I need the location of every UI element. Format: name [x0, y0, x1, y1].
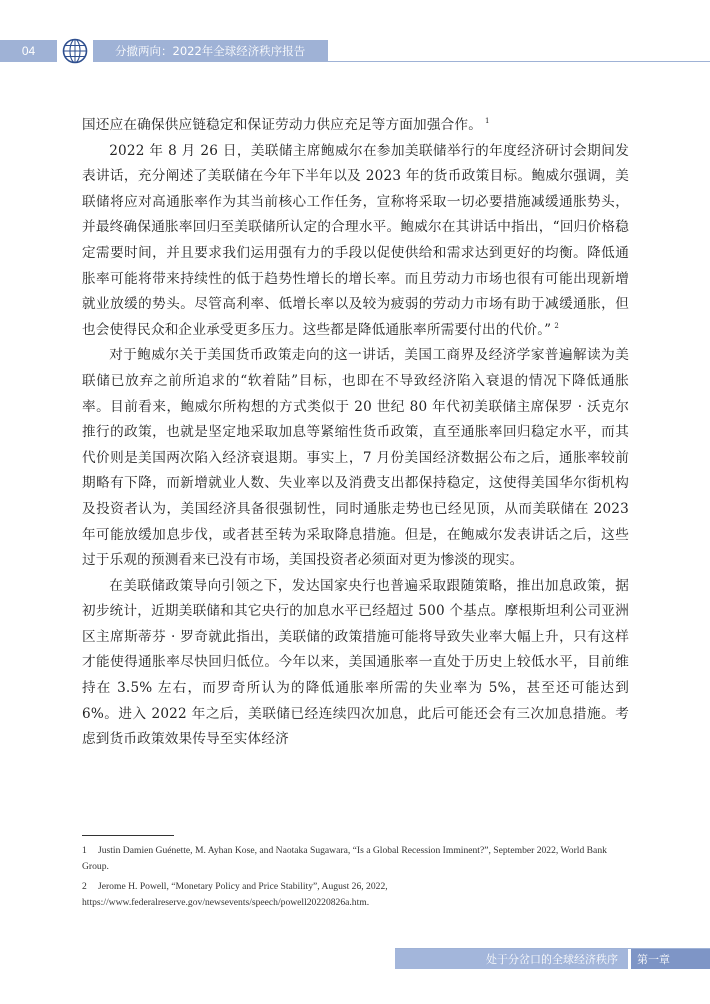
footnote-text: Justin Damien Guénette, M. Ayhan Kose, and Naotaka Sugawara, “Is a Global Recession Imminent?”, September 2022, World Bank Group.	[82, 845, 607, 872]
footnote	[82, 843, 629, 875]
paragraph	[82, 343, 629, 573]
footnote-number: 2	[82, 881, 87, 892]
paragraph	[82, 139, 629, 344]
footnotes	[82, 843, 629, 915]
footnote-ref[interactable]: 2	[554, 322, 559, 331]
paragraph	[82, 113, 629, 139]
footnote	[82, 879, 629, 911]
header-divider	[93, 61, 710, 62]
paragraph-text: 在美联储政策导向引领之下，发达国家央行也普遍采取跟随策略，推出加息政策，据初步统计，近期美联储和其它央行的加息水平已经超过 500 个基点。摩根斯坦利公司亚洲区主席斯蒂芬 · 罗奇就此指出，美联储的政策措施可能将导致失业率大幅上升，只有这样才能使得通胀率尽快回归低位。今年以来，美国通胀率一直处于历史上较低水平，目前维持在 3.5% 左右，而罗奇所认为的降低通胀率所需的失业率为 5%，甚至还可能达到 6%。进入 2022 年之后，美联储已经连续四次加息，此后可能还会有三次加息措施。考虑到货币政策效果传导至实体经济	[82, 577, 629, 748]
footnote-text: Jerome H. Powell, “Monetary Policy and Price Stability”, August 26, 2022, https://www.federalreserve.gov/newsevents/speech/powell20220826a.htm.	[82, 881, 388, 908]
paragraph	[82, 574, 629, 753]
paragraph-text: 国还应在确保供应链稳定和保证劳动力供应充足等方面加强合作。	[82, 117, 483, 133]
footnote-number: 1	[82, 845, 87, 856]
paragraph-text: 2022 年 8 月 26 日，美联储主席鲍威尔在参加美联储举行的年度经济研讨会期间发表讲话，充分阐述了美联储在今年下半年以及 2023 年的货币政策目标。鲍威尔强调，美联储将应对高通胀率作为其当前核心工作任务，宣称将采取一切必要措施减缓通胀势头，并最终确保通胀率回归至美联储所认定的合理水平。鲍威尔在其讲话中指出，“回归价格稳定需要时间，并且要求我们运用强有力的手段以促使供给和需求达到更好的均衡。降低通胀率可能将带来持续性的低于趋势性增长的增长率。而且劳动力市场也很有可能出现新增就业放缓的势头。尽管高利率、低增长率以及较为疲弱的劳动力市场有助于减缓通胀，但也会使得民众和企业承受更多压力。这些都是降低通胀率所需要付出的代价。”	[82, 142, 629, 338]
footnote-divider	[82, 835, 174, 836]
footnote-ref[interactable]: 1	[485, 117, 490, 126]
footer-chapter: 第一章	[631, 949, 710, 969]
report-title: 分撤两向：2022年全球经济秩序报告	[93, 40, 328, 62]
paragraph-text: 对于鲍威尔关于美国货币政策走向的这一讲话，美国工商界及经济学家普遍解读为美联储已放弃之前所追求的“软着陆”目标，也即在不导致经济陷入衰退的情况下降低通胀率。目前看来，鲍威尔所构想的方式类似于 20 世纪 80 年代初美联储主席保罗 · 沃克尔推行的政策，也就是坚定地采取加息等紧缩性货币政策，直至通胀率回归稳定水平，而其代价则是美国两次陷入经济衰退期。事实上，7 月份美国经济数据公布之后，通胀率较前期略有下降，而新增就业人数、失业率以及消费支出都保持稳定，这使得美国华尔街机构及投资者认为，美国经济具备很强韧性，同时通胀走势也已经见顶，从而美联储在 2023 年可能放缓加息步伐，或者甚至转为采取降息措施。但是，在鲍威尔发表讲话之后，这些过于乐观的预测看来已没有市场，美国投资者必须面对更为惨淡的现实。	[82, 347, 629, 569]
globe-logo-icon	[62, 38, 88, 64]
footer-section-title: 处于分岔口的全球经济秩序	[395, 949, 628, 969]
page-number: 04	[0, 40, 57, 62]
body-text	[82, 113, 629, 753]
